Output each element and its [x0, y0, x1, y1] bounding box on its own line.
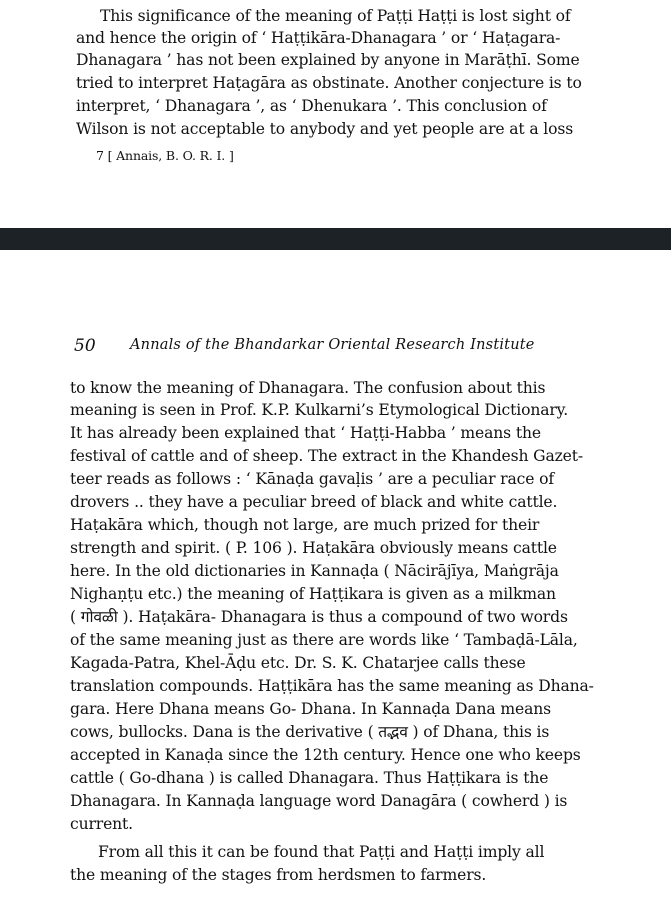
text-line: gara. Here Dhana means Go- Dhana. In Kannaḍa Dana means: [70, 700, 551, 718]
text-line: tried to interpret Haṭagāra as obstinate. Another conjecture is to: [76, 74, 582, 92]
text-line: ( गोवळी ). Haṭakāra- Dhanagara is thus a compound of two words: [70, 608, 568, 626]
text-line: drovers .. they have a peculiar breed of black and white cattle.: [70, 493, 558, 511]
page-number: 50: [74, 336, 96, 356]
text-line: Dhanagara ’ has not been explained by anyone in Marāṭhī. Some: [76, 51, 580, 69]
text-line: festival of cattle and of sheep. The extract in the Khandesh Gazet-: [70, 447, 583, 465]
text-line: to know the meaning of Dhanagara. The confusion about this: [70, 379, 546, 397]
text-line: Kagada-Patra, Khel-Āḍu etc. Dr. S. K. Chatarjee calls these: [70, 654, 526, 672]
text-line: strength and spirit. ( P. 106 ). Haṭakāra obviously means cattle: [70, 539, 557, 557]
text-line: Nighaṇṭu etc.) the meaning of Haṭṭikara is given as a milkman: [70, 585, 556, 603]
text-line: and hence the origin of ‘ Haṭṭikāra-Dhanagara ’ or ‘ Haṭagara-: [76, 29, 561, 47]
text-line: This significance of the meaning of Paṭṭi Haṭṭi is lost sight of: [100, 7, 571, 25]
top-page-fragment: [0, 0, 671, 228]
text-line: Haṭakāra which, though not large, are much prized for their: [70, 516, 540, 534]
text-line: Dhanagara. In Kannaḍa language word Danagāra ( cowherd ) is: [70, 792, 568, 810]
text-line: From all this it can be found that Paṭṭi and Haṭṭi imply all: [98, 843, 545, 861]
text-line: Wilson is not acceptable to anybody and yet people are at a loss: [76, 120, 574, 138]
text-line: cows, bullocks. Dana is the derivative ( तद्भव ) of Dhana, this is: [70, 723, 550, 741]
journal-title: Annals of the Bhandarkar Oriental Research Institute: [130, 337, 535, 353]
text-line: teer reads as follows : ‘ Kānaḍa gavaḷis ’ are a peculiar race of: [70, 470, 554, 488]
text-line: accepted in Kanaḍa since the 12th century. Hence one who keeps: [70, 746, 581, 764]
text-line: meaning is seen in Prof. K.P. Kulkarni’s Etymological Dictionary.: [70, 401, 569, 419]
text-line: interpret, ‘ Dhanagara ’, as ‘ Dhenukara ’. This conclusion of: [76, 97, 547, 115]
text-line: current.: [70, 815, 133, 833]
footnote: 7 [ Annais, B. O. R. I. ]: [96, 148, 234, 163]
text-line: It has already been explained that ‘ Haṭṭi-Habba ’ means the: [70, 424, 541, 442]
page-divider: [0, 228, 671, 250]
text-line: of the same meaning just as there are words like ‘ Tambaḍā-Lāla,: [70, 631, 578, 649]
text-line: cattle ( Go-dhana ) is called Dhanagara. Thus Haṭṭikara is the: [70, 769, 549, 787]
text-line: the meaning of the stages from herdsmen to farmers.: [70, 866, 487, 884]
text-line: translation compounds. Haṭṭikāra has the same meaning as Dhana-: [70, 677, 594, 695]
text-line: here. In the old dictionaries in Kannaḍa ( Nācirājīya, Maṅgrāja: [70, 562, 559, 580]
running-header: [74, 336, 594, 360]
